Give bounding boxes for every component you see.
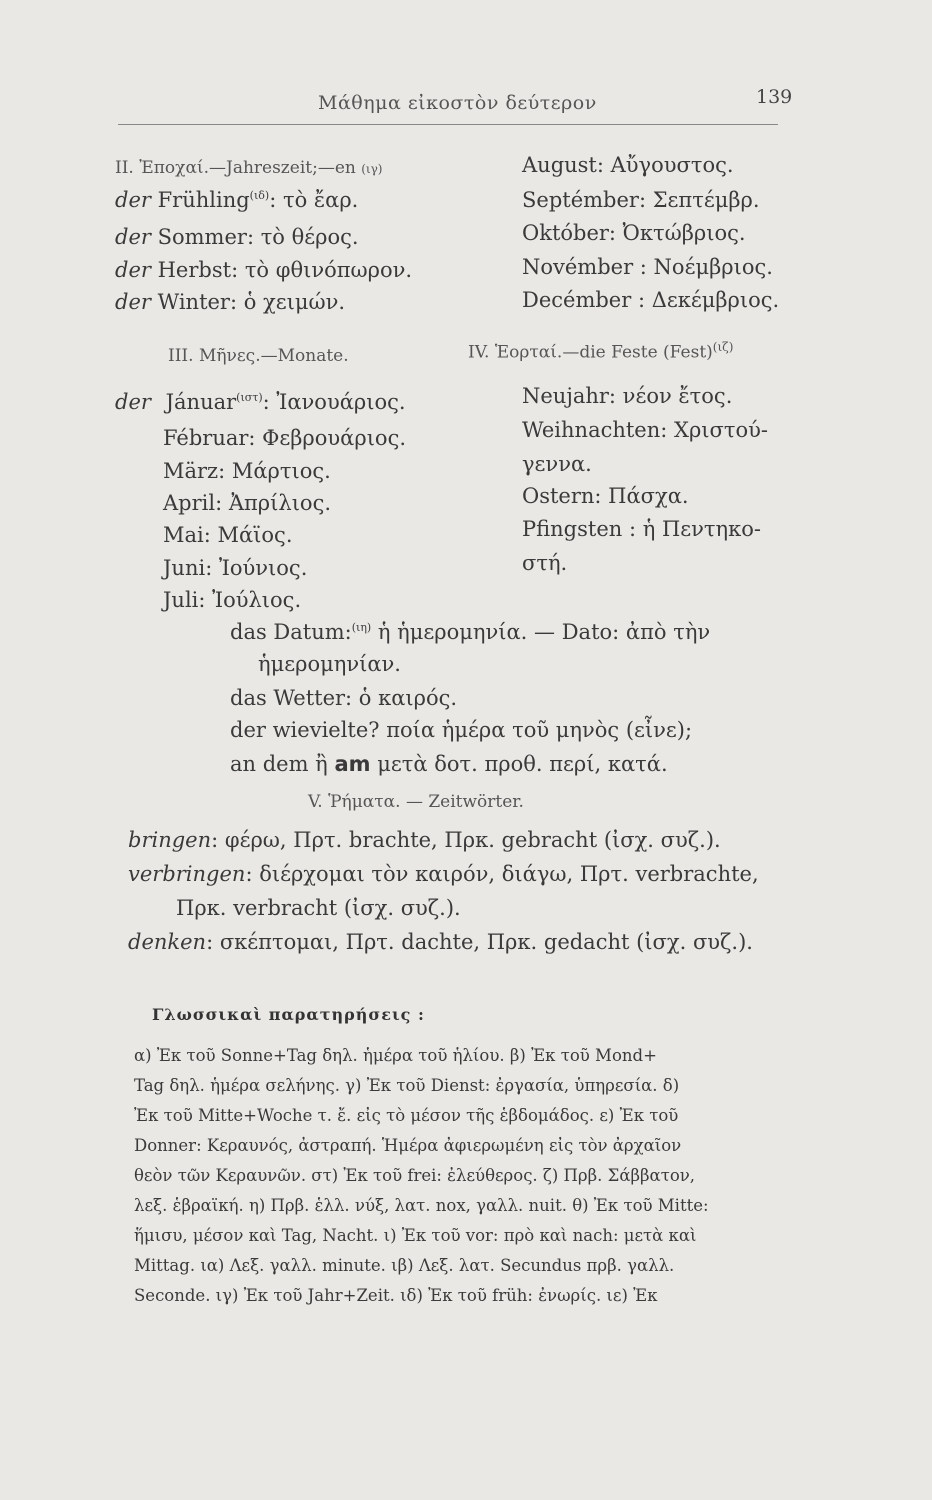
month-line	[163, 491, 331, 515]
article: der	[115, 225, 151, 249]
verb-line	[128, 930, 753, 954]
german-word: Winter	[157, 290, 230, 314]
german-word: Sommer	[157, 225, 247, 249]
article: der	[115, 390, 151, 414]
month-line: Novémber : Νοέμβριος.	[522, 255, 773, 279]
german-word: Juli	[163, 588, 199, 612]
note-line: α) Ἐκ τοῦ Sonne+Tag δηλ. ἡμέρα τοῦ ἡλίου. β) Ἐκ τοῦ Mond+	[134, 1046, 657, 1065]
greek-translation: : τὸ θέρος.	[246, 225, 359, 249]
german-word: Jánuar	[165, 390, 237, 414]
season-line	[115, 258, 412, 282]
note-line: θεὸν τῶν Κεραυνῶν. στ) Ἐκ τοῦ frei: ἐλεύθερος. ζ) Πρβ. Σάββατον,	[134, 1166, 696, 1185]
notes-heading: Γλωσσικαὶ παρατηρήσεις :	[152, 1005, 425, 1024]
month-line	[163, 588, 301, 612]
note-line: Seconde. ιγ) Ἐκ τοῦ Jahr+Zeit. ιδ) Ἐκ τοῦ früh: ἐνωρίς. ιε) Ἐκ	[134, 1286, 658, 1305]
greek-translation: : Ἰούνιος.	[205, 556, 308, 580]
verb-forms: : διέρχομαι τὸν καιρόν, διάγω, Πρτ. verbrachte,	[245, 862, 759, 886]
greek-translation: : τὸ φθινόπωρον.	[231, 258, 413, 282]
phrase-datum	[230, 620, 710, 644]
season-line	[115, 188, 358, 212]
german-word: Mai	[163, 523, 204, 547]
german-word: Fébruar	[163, 426, 249, 450]
verb-word: bringen	[128, 828, 212, 852]
month-line: Október: Ὀκτώβριος.	[522, 221, 746, 245]
month-line	[163, 426, 406, 450]
verb-word: verbringen	[128, 862, 246, 886]
feast-line: Neujahr: νέον ἔτος.	[522, 384, 733, 408]
running-header: Μάθημα εἰκοστὸν δεύτερον	[318, 92, 597, 114]
section-4-footnote-mark: (ιζ)	[712, 340, 734, 354]
page-number: 139	[756, 86, 793, 108]
month-line: Septémber: Σεπτέμβρ.	[522, 188, 760, 212]
season-line	[115, 225, 359, 249]
note-line: Mittag. ια) Λεξ. γαλλ. minute. ιβ) Λεξ. λατ. Secundus πρβ. γαλλ.	[134, 1256, 675, 1275]
feast-line: στή.	[522, 551, 568, 575]
feast-line: Pfingsten : ἡ Πεντηκο-	[522, 517, 761, 541]
greek-translation: : ὁ χειμών.	[229, 290, 346, 314]
article: der	[115, 258, 151, 282]
greek-translation: : Ἰανουάριος.	[262, 390, 406, 414]
german-word: Frühling	[157, 188, 250, 212]
datum-german: das Datum:	[230, 620, 352, 644]
verb-line	[176, 896, 461, 920]
verb-line	[128, 828, 721, 852]
note-line: ἥμισυ, μέσον καὶ Tag, Nacht. ι) Ἐκ τοῦ vor: πρὸ καὶ nach: μετὰ καὶ	[134, 1226, 697, 1245]
greek-translation: : Ἰούλιος.	[198, 588, 302, 612]
month-line	[163, 523, 293, 547]
footnote-mark: (ιδ)	[249, 189, 270, 202]
german-word: März	[163, 459, 219, 483]
german-word: April	[163, 491, 216, 515]
month-line	[163, 556, 307, 580]
section-4-heading	[468, 340, 733, 363]
phrase-datum-cont: ἡμερομηνίαν.	[258, 652, 401, 676]
section-4-heading-text: IV. Ἑορταί.—die Feste (Fest)	[468, 342, 713, 363]
note-line: Ἐκ τοῦ Mitte+Woche τ. ἔ. εἰς τὸ μέσον τῆς ἑβδομάδος. ε) Ἐκ τοῦ	[134, 1106, 679, 1125]
greek-translation: : Μάϊος.	[203, 523, 293, 547]
phrase-wievielte: der wievielte? ποία ἡμέρα τοῦ μηνὸς (εἶνε);	[230, 718, 693, 742]
verb-forms: Πρκ. verbracht (ἰσχ. συζ.).	[176, 896, 461, 920]
am-prefix: an dem ἢ	[230, 752, 328, 776]
greek-translation: : Φεβρουάριος.	[248, 426, 407, 450]
month-line	[163, 459, 331, 483]
footnote-mark: (ιστ)	[236, 391, 263, 404]
section-5-heading: V. Ῥήματα. — Zeitwörter.	[308, 792, 524, 812]
footnote-mark: (ιη)	[351, 621, 372, 634]
month-line	[115, 390, 406, 414]
month-line: August: Αὔγουστος.	[522, 153, 734, 177]
section-3-heading: III. Μῆνες.—Monate.	[168, 346, 349, 366]
month-line: Decémber : Δεκέμβριος.	[522, 288, 780, 312]
german-word: Juni	[163, 556, 206, 580]
feast-line: Weihnachten: Χριστού-	[522, 418, 769, 442]
german-word: Herbst	[157, 258, 232, 282]
section-2-heading-text: II. Ἐποχαί.—Jahreszeit;—en	[115, 158, 356, 178]
verb-forms: : σκέπτομαι, Πρτ. dachte, Πρκ. gedacht (ἰσχ. συζ.).	[206, 930, 753, 954]
section-2-footnote-mark: (ιγ)	[361, 162, 383, 176]
feast-line: γεννα.	[522, 452, 592, 476]
header-rule	[118, 124, 778, 125]
phrase-wetter: das Wetter: ὁ καιρός.	[230, 686, 458, 710]
note-line: Donner: Κεραυνός, ἀστραπή. Ἡμέρα ἀφιερωμένη εἰς τὸν ἀρχαῖον	[134, 1136, 682, 1155]
note-line: Tag δηλ. ἡμέρα σελήνης. γ) Ἐκ τοῦ Dienst: ἐργασία, ὑπηρεσία. δ)	[134, 1076, 680, 1095]
section-2-heading	[115, 158, 383, 178]
verb-word: denken	[128, 930, 207, 954]
season-line	[115, 290, 345, 314]
greek-translation: : τὸ ἔαρ.	[269, 188, 359, 212]
verb-forms: : φέρω, Πρτ. brachte, Πρκ. gebracht (ἰσχ. συζ.).	[211, 828, 721, 852]
am-word: am	[334, 752, 371, 776]
datum-greek: ἡ ἡμερομηνία. — Dato: ἀπὸ τὴν	[377, 620, 711, 644]
note-line: λεξ. ἑβραϊκή. η) Πρβ. ἑλλ. νύξ, λατ. nox, γαλλ. nuit. θ) Ἐκ τοῦ Mitte:	[134, 1196, 709, 1215]
phrase-am	[230, 752, 668, 776]
verb-line	[128, 862, 759, 886]
feast-line: Ostern: Πάσχα.	[522, 484, 689, 508]
greek-translation: : Μάρτιος.	[218, 459, 331, 483]
am-explanation: μετὰ δοτ. προθ. περί, κατά.	[377, 752, 668, 776]
greek-translation: : Ἀπρίλιος.	[215, 491, 332, 515]
article: der	[115, 188, 151, 212]
article: der	[115, 290, 151, 314]
